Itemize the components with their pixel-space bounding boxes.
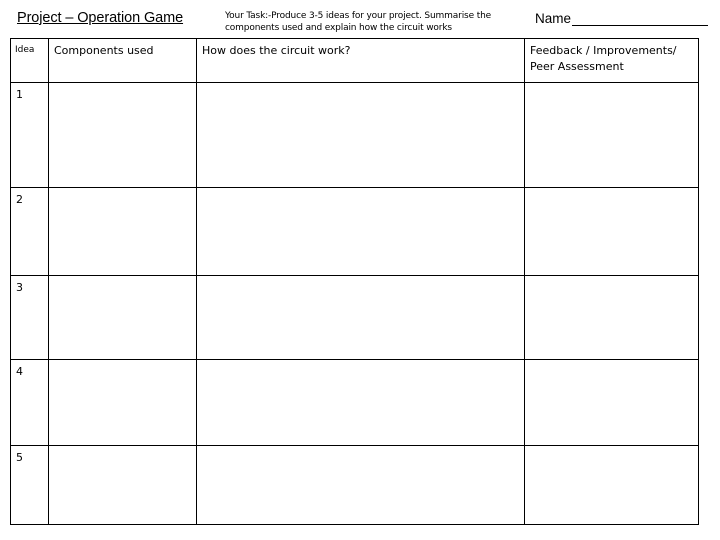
circuit-cell[interactable]	[197, 446, 525, 525]
feedback-cell[interactable]	[525, 83, 699, 188]
circuit-cell[interactable]	[197, 83, 525, 188]
table-header-row	[11, 39, 699, 83]
header-components: Components used	[49, 39, 197, 83]
task-instructions: Your Task:-Produce 3-5 ideas for your project. Summarise the components used and explain how the circuit works	[225, 11, 492, 33]
idea-number: 4	[11, 360, 49, 446]
table-row	[11, 83, 699, 188]
table-row	[11, 360, 699, 446]
circuit-cell[interactable]	[197, 360, 525, 446]
idea-number: 3	[11, 276, 49, 360]
components-cell[interactable]	[49, 188, 197, 276]
circuit-cell[interactable]	[197, 276, 525, 360]
feedback-cell[interactable]	[525, 446, 699, 525]
feedback-cell[interactable]	[525, 360, 699, 446]
components-cell[interactable]	[49, 360, 197, 446]
circuit-cell[interactable]	[197, 188, 525, 276]
page-title: Project – Operation Game	[17, 10, 184, 26]
table-row	[11, 188, 699, 276]
idea-number: 2	[11, 188, 49, 276]
table-row	[11, 446, 699, 525]
feedback-cell[interactable]	[525, 276, 699, 360]
header-feedback: Feedback / Improvements/ Peer Assessment	[525, 39, 699, 83]
name-label: Name	[535, 11, 572, 26]
components-cell[interactable]	[49, 446, 197, 525]
idea-number: 5	[11, 446, 49, 525]
ideas-table	[10, 38, 699, 525]
feedback-cell[interactable]	[525, 188, 699, 276]
name-field[interactable]	[535, 10, 708, 26]
header-idea: Idea	[11, 39, 49, 83]
table-row	[11, 276, 699, 360]
components-cell[interactable]	[49, 276, 197, 360]
idea-number: 1	[11, 83, 49, 188]
components-cell[interactable]	[49, 83, 197, 188]
name-underline[interactable]	[572, 10, 708, 26]
header-circuit: How does the circuit work?	[197, 39, 525, 83]
